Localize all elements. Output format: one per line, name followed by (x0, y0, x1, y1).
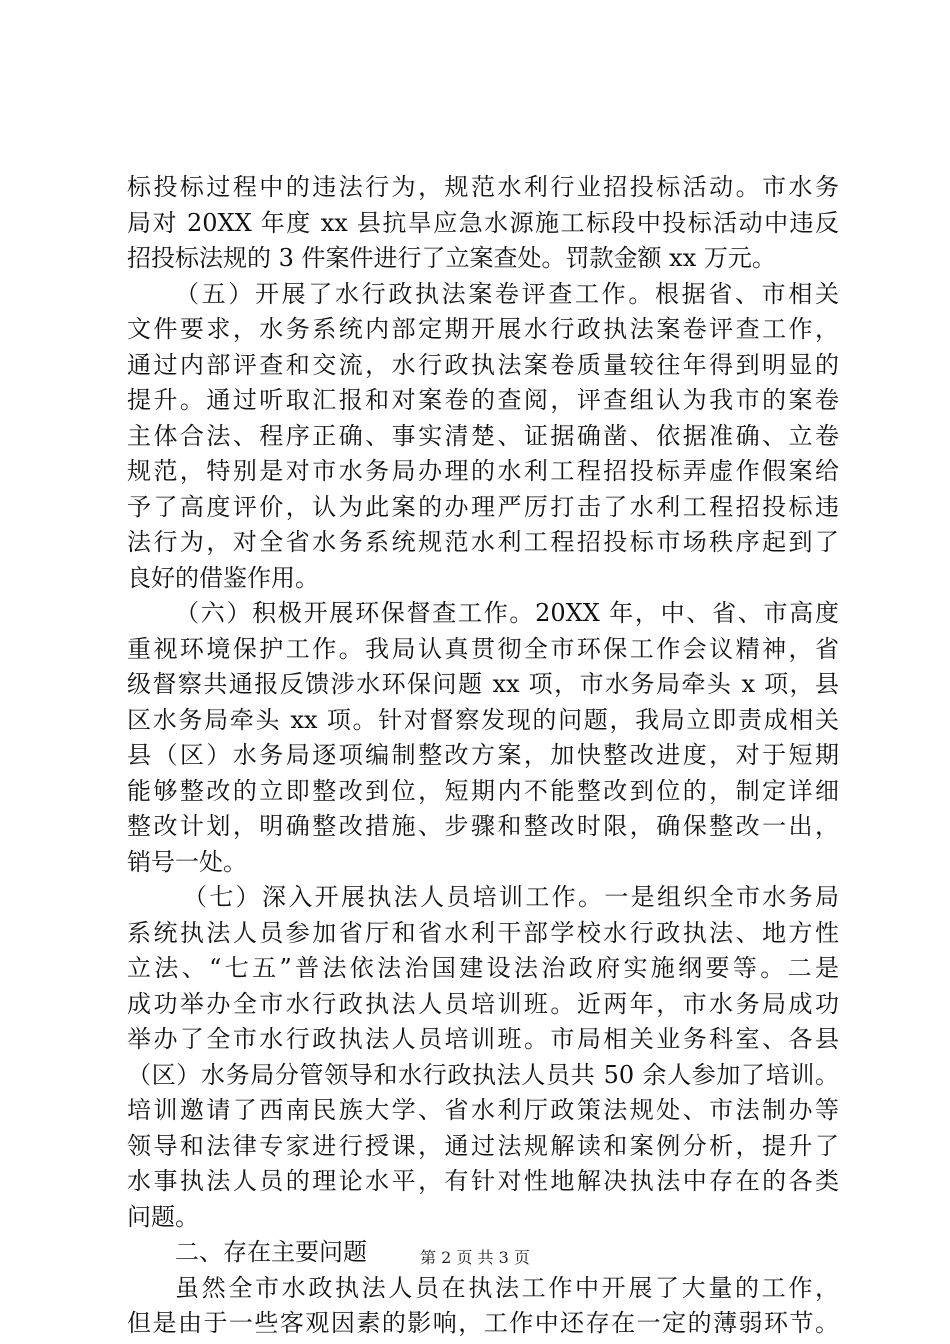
text-line: 级督察共通报反馈涉水环保问题 xx 项，市水务局牵头 x 项，县 (127, 670, 839, 698)
text-line: 通过内部评查和交流，水行政执法案卷质量较往年得到明显的 (127, 350, 839, 379)
text-line: 重视环境保护工作。我局认真贯彻全市环保工作会议精神，省 (127, 634, 839, 663)
text-line: 水事执法人员的理论水平，有针对性地解决执法中存在的各类 (127, 1167, 839, 1195)
paragraph-heading-7: （七）深入开展执法人员培训工作。一是组织全市水务局 (183, 883, 839, 911)
text-line: 主体合法、程序正确、事实清楚、证据确凿、依据准确、立卷 (127, 421, 839, 450)
text-line: 予了高度评价，认为此案的办理严厉打击了水利工程招投标违 (127, 492, 839, 521)
page-footer: 第 2 页 共 3 页 (420, 1248, 530, 1267)
text-line: 标投标过程中的违法行为，规范水利行业招投标活动。市水务 (127, 173, 839, 201)
text-line: 举办了全市水行政执法人员培训班。市局相关业务科室、各县 (127, 1025, 839, 1053)
section-heading: 二、存在主要问题 (175, 1238, 367, 1266)
paragraph-heading-5: （五）开展了水行政执法案卷评查工作。根据省、市相关 (175, 279, 839, 308)
text-line: 能够整改的立即整改到位，短期内不能整改到位的，制定详细 (127, 776, 839, 805)
text-line: 区水务局牵头 xx 项。针对督察发现的问题，我局立即责成相关 (127, 705, 839, 734)
text-line: 提升。通过听取汇报和对案卷的查阅，评查组认为我市的案卷 (127, 386, 839, 414)
text-line: 整改计划，明确整改措施、步骤和整改时限，确保整改一出， (127, 812, 839, 840)
text-line: 销号一处。 (127, 847, 247, 876)
document-body (127, 170, 839, 1342)
text-line: 虽然全市水政执法人员在执法工作中开展了大量的工作， (175, 1273, 839, 1302)
text-line: 问题。 (127, 1202, 199, 1231)
text-line: 系统执法人员参加省厅和省水利干部学校水行政执法、地方性 (127, 918, 839, 947)
text-line: 规范，特别是对市水务局办理的水利工程招投标弄虚作假案给 (127, 457, 839, 485)
text-line: 领导和法律专家进行授课，通过法规解读和案例分析，提升了 (127, 1131, 839, 1160)
text-line: 局对 20XX 年度 xx 县抗旱应急水源施工标段中投标活动中违反 (127, 208, 839, 237)
text-line: 培训邀请了西南民族大学、省水利厅政策法规处、市法制办等 (127, 1096, 839, 1124)
text-line: 法行为，对全省水务系统规范水利工程招投标市场秩序起到了 (127, 528, 839, 556)
text-line: 立法、“七五”普法依法治国建设法治政府实施纲要等。二是 (127, 954, 839, 982)
text-line: 文件要求，水务系统内部定期开展水行政执法案卷评查工作， (127, 315, 839, 343)
paragraph-heading-6: （六）积极开展环保督查工作。20XX 年，中、省、市高度 (175, 599, 839, 627)
text-line: 招投标法规的 3 件案件进行了立案查处。罚款金额 xx 万元。 (127, 244, 776, 272)
text-line: 但是由于一些客观因素的影响，工作中还存在一定的薄弱环节。 (127, 1309, 839, 1337)
text-line: 县（区）水务局逐项编制整改方案，加快整改进度，对于短期 (127, 741, 839, 769)
text-line: （区）水务局分管领导和水行政执法人员共 50 余人参加了培训。 (127, 1060, 839, 1089)
text-line: 成功举办全市水行政执法人员培训班。近两年，市水务局成功 (127, 989, 839, 1018)
text-line: 良好的借鉴作用。 (127, 563, 319, 592)
